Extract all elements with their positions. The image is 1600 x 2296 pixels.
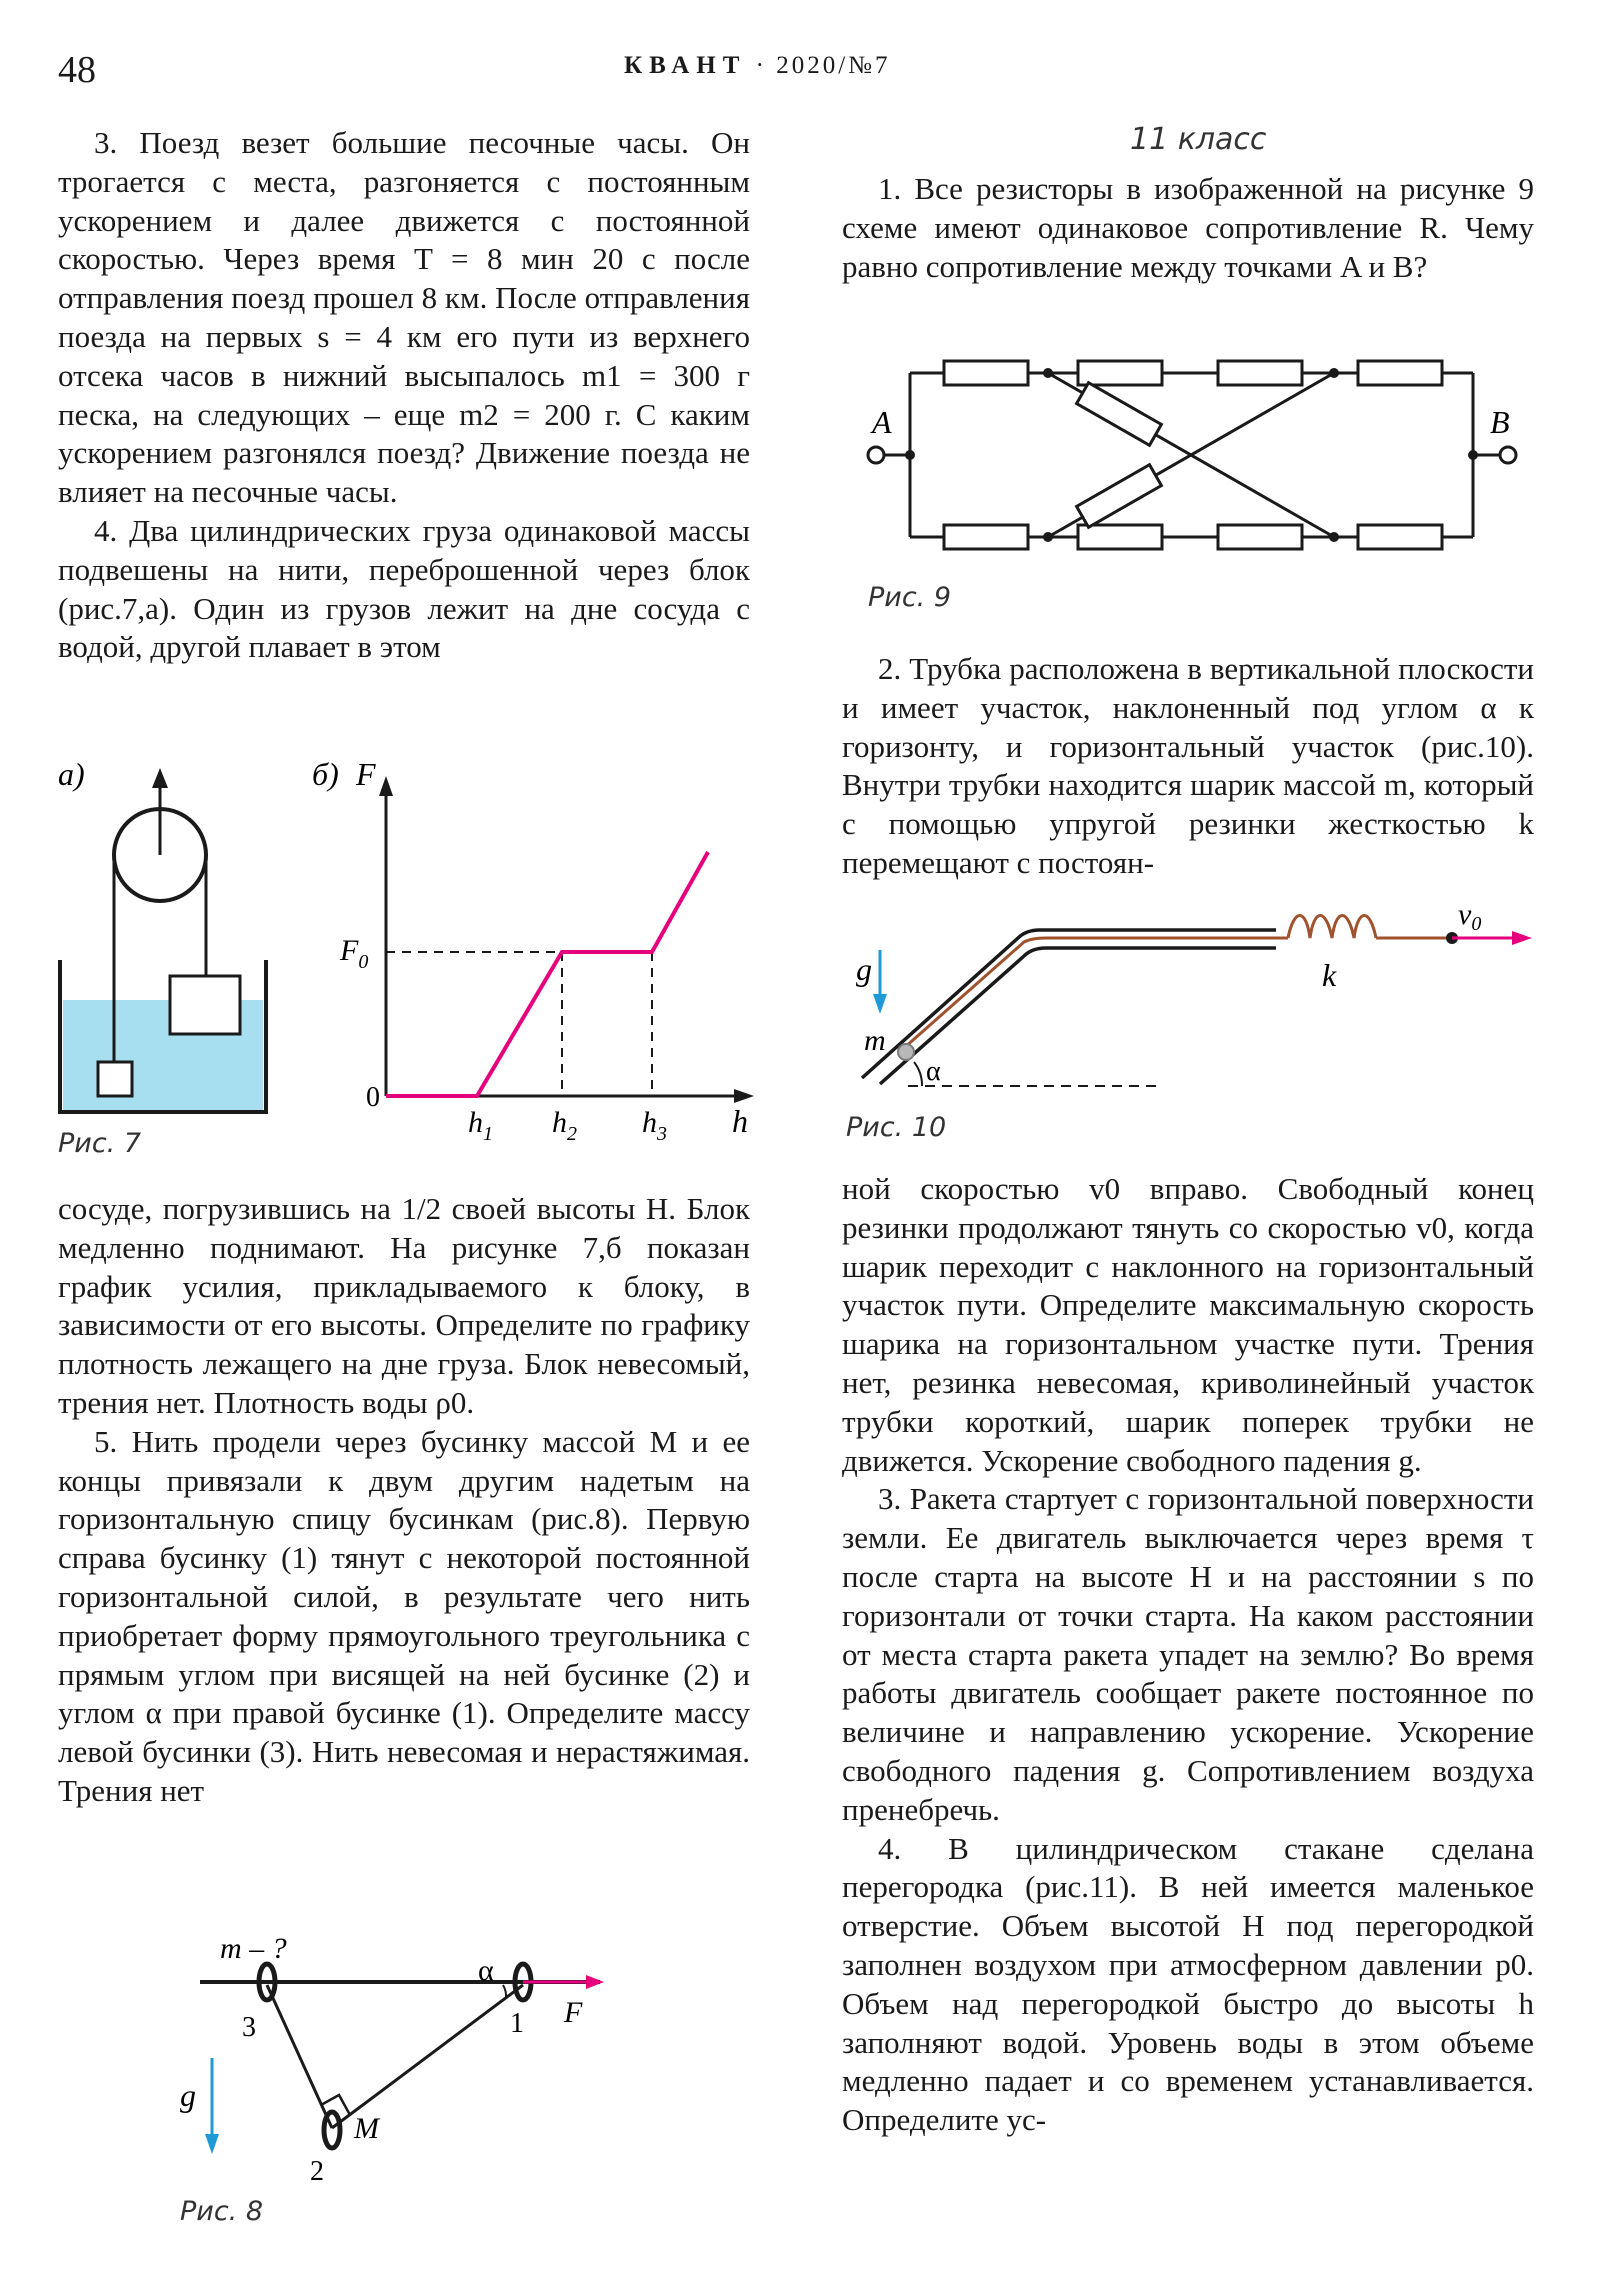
resistor-bottom-2	[1078, 525, 1162, 549]
resistor-bottom-3	[1218, 525, 1302, 549]
junction-top-left	[1043, 368, 1053, 378]
h3-label: $h_3$	[642, 1106, 667, 1145]
resistor-top-1	[944, 361, 1028, 385]
terminal-a	[868, 447, 884, 463]
lift-arrow-icon	[152, 768, 168, 788]
issue-number: 2020/№7	[776, 52, 891, 79]
problem-5-text: 5. Нить продели через бусинку массой M и ее концы привязали к двум другим надетым на горизонтальную спицу бусинкам (рис.8). Первую справа бусинку (1) тянут с некоторой постоянной горизонтальной силой, в результате чего нить приобретает форму прямоугольного треугольника с прямым углом при висящей на ней бусинке (2) и углом α при правой бусинке (1). Определите массу левой бусинки (3). Нить невесомая и нерастяжимая. Трения нет	[58, 1423, 750, 1808]
right-column-top	[842, 170, 1534, 286]
spring-k-label: k	[1322, 957, 1337, 993]
junction-a	[905, 450, 915, 460]
alpha-arc	[914, 1062, 922, 1086]
problem-11-4-text: 4. В цилиндрическом стакане сделана перегородка (рис.11). В ней имеется маленькое отверстие. Объем высотой H под перегородкой заполнен воздухом при атмосферном давлении p0. Объем над перегородкой быстро до высоты h заполняют водой. Уровень воды в этом объеме медленно падает и со временем устанавливается. Определите ус-	[842, 1830, 1534, 2138]
fig7-label-a: а)	[58, 756, 85, 792]
grade-heading: 11 класс	[1130, 122, 1267, 157]
velocity-arrow-icon	[1512, 931, 1532, 945]
weight-floating	[170, 976, 240, 1034]
terminal-b	[1500, 447, 1516, 463]
resistor-bottom-4	[1358, 525, 1442, 549]
resistor-top-4	[1358, 361, 1442, 385]
resistor-top-2	[1078, 361, 1162, 385]
figure-8	[160, 1930, 640, 2200]
force-label: F	[564, 1996, 583, 2029]
resistor-diagonal-1	[1077, 383, 1162, 446]
right-column-mid	[842, 650, 1534, 883]
problem-3-text: 3. Поезд везет большие песочные часы. Он трогается с места, разгоняется с постоянным ускорением и далее движется с постоянной скоростью. Через время T = 8 мин 20 с после отправления поезд прошел 8 км. После отправления поезда на первых s = 4 км его пути из верхнего отсека часов в нижний высыпалось m1 = 300 г песка, на следующих – еще m2 = 200 г. С каким ускорением разгонялся поезд? Движение поезда не влияет на песочные часы.	[58, 125, 750, 510]
figure-10	[848, 900, 1548, 1110]
header-separator: ·	[755, 52, 767, 79]
bead-2	[324, 2112, 340, 2148]
bead-1-label: 1	[510, 2008, 524, 2039]
y-axis-arrow-icon	[379, 776, 393, 796]
figure-7	[40, 740, 760, 1170]
page-number: 48	[58, 49, 96, 91]
problem-11-2-text-part1: 2. Трубка расположена в вертикальной плоскости и имеет участок, наклоненный под углом α к горизонту, и горизонтальный участок (рис.10). Внутри трубки находится шарик массой m, который с помощью упругой резинки жесткостью k перемещают с постоян-	[842, 651, 1534, 880]
fig8-caption: Рис. 8	[180, 2196, 264, 2227]
spring-k	[1288, 916, 1376, 939]
thread-right	[332, 1985, 523, 2128]
resistor-bottom-1	[944, 525, 1028, 549]
graph-axis-h-label: h	[732, 1103, 748, 1139]
force-arrow-icon	[586, 1975, 604, 1989]
x-axis-arrow-icon	[734, 1089, 754, 1103]
graph-origin-label: 0	[366, 1082, 380, 1113]
mass-m-label: M	[354, 2112, 379, 2145]
right-column-bottom	[842, 1170, 1534, 2140]
junction-bottom-left	[1043, 532, 1053, 542]
fig9-caption: Рис. 9	[868, 582, 952, 613]
running-header	[624, 52, 891, 80]
gravity-label: g	[180, 2077, 196, 2113]
problem-4-text-part1: 4. Два цилиндрических груза одинаковой массы подвешены на нити, переброшенной через блок (рис.7,а). Один из грузов лежит на дне сосуда с водой, другой плавает в этом	[58, 512, 750, 665]
force-curve	[386, 852, 708, 1096]
alpha-label: α	[926, 1056, 941, 1087]
gravity-arrow-icon	[873, 994, 887, 1014]
rubber-band	[904, 938, 1288, 1048]
figure-9	[858, 345, 1538, 575]
fig7-label-b: б)	[312, 756, 339, 792]
gravity-label: g	[856, 951, 872, 987]
gravity-arrow-icon	[205, 2134, 219, 2154]
journal-name: КВАНТ	[624, 52, 747, 79]
thread-left	[267, 1985, 332, 2128]
point-b-label: B	[1490, 404, 1510, 440]
bead-2-label: 2	[310, 2156, 324, 2187]
h2-label: $h_2$	[552, 1106, 577, 1145]
tube-upper-wall	[862, 930, 1276, 1078]
fig10-caption: Рис. 10	[846, 1112, 947, 1143]
problem-4-text-part2: сосуде, погрузившись на 1/2 своей высоты H. Блок медленно поднимают. На рисунке 7,б показан график усилия, прикладываемого к блоку, в зависимости от его высоты. Определите по графику плотность лежащего на дне груза. Блок невесомый, трения нет. Плотность воды ρ0.	[58, 1191, 750, 1420]
graph-axis-f-label: F	[356, 756, 376, 792]
velocity-label: $v_0$	[1458, 898, 1482, 935]
alpha-label: α	[478, 1954, 494, 1987]
left-column-bottom	[58, 1190, 750, 1811]
mass-m-label: m	[864, 1024, 886, 1057]
weight-bottom	[98, 1062, 132, 1096]
junction-top-right	[1329, 368, 1339, 378]
left-column-top	[58, 124, 750, 667]
bead-3-label: 3	[242, 2012, 256, 2043]
ball-m	[898, 1044, 914, 1060]
h1-label: $h_1$	[468, 1106, 493, 1145]
resistor-diagonal-2	[1077, 465, 1162, 528]
alpha-arc	[503, 1985, 506, 1998]
junction-b	[1468, 450, 1478, 460]
fig8-question-label: m – ?	[220, 1932, 287, 1965]
resistor-top-3	[1218, 361, 1302, 385]
graph-f0-label: $F_0$	[340, 934, 369, 973]
problem-11-1-text: 1. Все резисторы в изображенной на рисунке 9 схеме имеют одинаковое сопротивление R. Чему равно сопротивление между точками A и B?	[842, 171, 1534, 284]
fig7-caption: Рис. 7	[58, 1128, 142, 1159]
junction-bottom-right	[1329, 532, 1339, 542]
problem-11-2-text-part2: ной скоростью v0 вправо. Свободный конец резинки продолжают тянуть со скоростью v0, когда шарик переходит с наклонного на горизонтальный участок пути. Определите максимальную скорость шарика на горизонтальном участке пути. Трения нет, резинка невесомая, криволинейный участок трубки короткий, шарик поперек трубки не движется. Ускорение свободного падения g.	[842, 1171, 1534, 1478]
problem-11-3-text: 3. Ракета стартует с горизонтальной поверхности земли. Ее двигатель выключается через время τ после старта на высоте H и на расстоянии s по горизонтали от точки старта. На каком расстоянии от места старта ракета упадет на землю? Во время работы двигатель сообщает ракете постоянное по величине и направлению ускорение. Ускорение свободного падения g. Сопротивлением воздуха пренебречь.	[842, 1481, 1534, 1827]
point-a-label: A	[872, 404, 892, 440]
